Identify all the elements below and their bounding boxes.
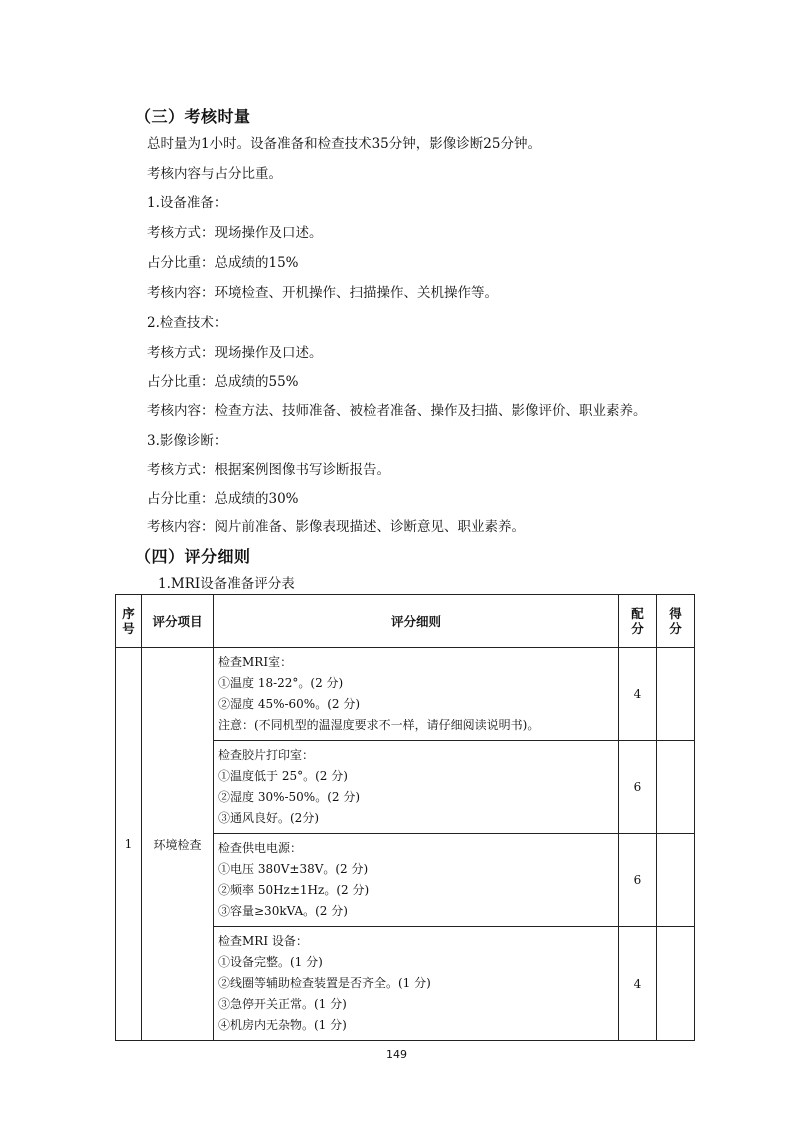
section-heading-scoring-rules: （四）评分细则 [135, 547, 251, 566]
detail-line: ①电压 380V±38V。(2 分) [218, 862, 369, 876]
paragraph-line: 总时量为1小时。设备准备和检查技术35分钟，影像诊断25分钟。 [147, 136, 541, 152]
detail-cell [214, 741, 619, 834]
header-score: 得 分 [657, 595, 695, 648]
score-cell[interactable] [657, 741, 695, 834]
detail-cell [214, 834, 619, 927]
detail-line: 检查MRI室： [218, 655, 293, 669]
paragraph-line: 占分比重：总成绩的30% [147, 491, 299, 507]
paragraph-line: 考核内容：阅片前准备、影像表现描述、诊断意见、职业素养。 [147, 519, 525, 535]
header-item: 评分项目 [142, 595, 214, 648]
detail-line: 检查胶片打印室： [218, 748, 315, 762]
paragraph-line: 1.设备准备： [147, 195, 228, 211]
table-header-row [116, 595, 695, 648]
row-seq-cell: 1 [116, 648, 142, 1041]
row-item-cell: 环境检查 [142, 648, 214, 1041]
detail-line: ②线圈等辅助检查装置是否齐全。(1 分) [218, 976, 431, 990]
table-caption: 1.MRI设备准备评分表 [158, 576, 295, 592]
detail-line: ①温度 18-22°。(2 分) [218, 676, 344, 690]
points-cell: 4 [619, 648, 657, 741]
score-cell[interactable] [657, 648, 695, 741]
section-heading-assessment-time: （三）考核时量 [135, 107, 251, 126]
page-number: 149 [386, 1048, 407, 1061]
detail-line: 检查MRI 设备： [218, 934, 308, 948]
detail-cell [214, 927, 619, 1041]
paragraph-line: 考核内容：环境检查、开机操作、扫描操作、关机操作等。 [147, 285, 498, 301]
score-cell[interactable] [657, 834, 695, 927]
paragraph-line: 考核方式：现场操作及口述。 [147, 345, 323, 361]
detail-line: ②湿度 45%-60%。(2 分) [218, 697, 361, 711]
table-row [116, 648, 695, 741]
detail-cell [214, 648, 619, 741]
paragraph-line: 考核方式：根据案例图像书写诊断报告。 [147, 462, 390, 478]
detail-line: ③急停开关正常。(1 分) [218, 997, 347, 1011]
points-cell: 6 [619, 834, 657, 927]
paragraph-line: 考核方式：现场操作及口述。 [147, 225, 323, 241]
score-cell[interactable] [657, 927, 695, 1041]
header-seq: 序 号 [116, 595, 142, 648]
paragraph-line: 考核内容：检查方法、技师准备、被检者准备、操作及扫描、影像评价、职业素养。 [147, 403, 647, 419]
detail-line: ②频率 50Hz±1Hz。(2 分) [218, 883, 370, 897]
header-detail: 评分细则 [214, 595, 619, 648]
paragraph-line: 考核内容与占分比重。 [147, 166, 282, 182]
header-points: 配 分 [619, 595, 657, 648]
detail-line: 检查供电电源： [218, 841, 303, 855]
paragraph-line: 2.检查技术： [147, 315, 228, 331]
scoring-table [115, 594, 695, 1041]
detail-line: ①温度低于 25°。(2 分) [218, 769, 348, 783]
detail-line: ①设备完整。(1 分) [218, 955, 323, 969]
detail-line: ④机房内无杂物。(1 分) [218, 1018, 347, 1032]
detail-line: ③通风良好。(2分) [218, 811, 319, 825]
detail-line: ③容量≥30kVA。(2 分) [218, 904, 348, 918]
paragraph-line: 占分比重：总成绩的15% [147, 255, 299, 271]
points-cell: 6 [619, 741, 657, 834]
paragraph-line: 3.影像诊断： [147, 433, 228, 449]
detail-line: 注意：(不同机型的温湿度要求不一样，请仔细阅读说明书)。 [218, 718, 540, 732]
points-cell: 4 [619, 927, 657, 1041]
detail-line: ②湿度 30%-50%。(2 分) [218, 790, 361, 804]
paragraph-line: 占分比重：总成绩的55% [147, 374, 299, 390]
